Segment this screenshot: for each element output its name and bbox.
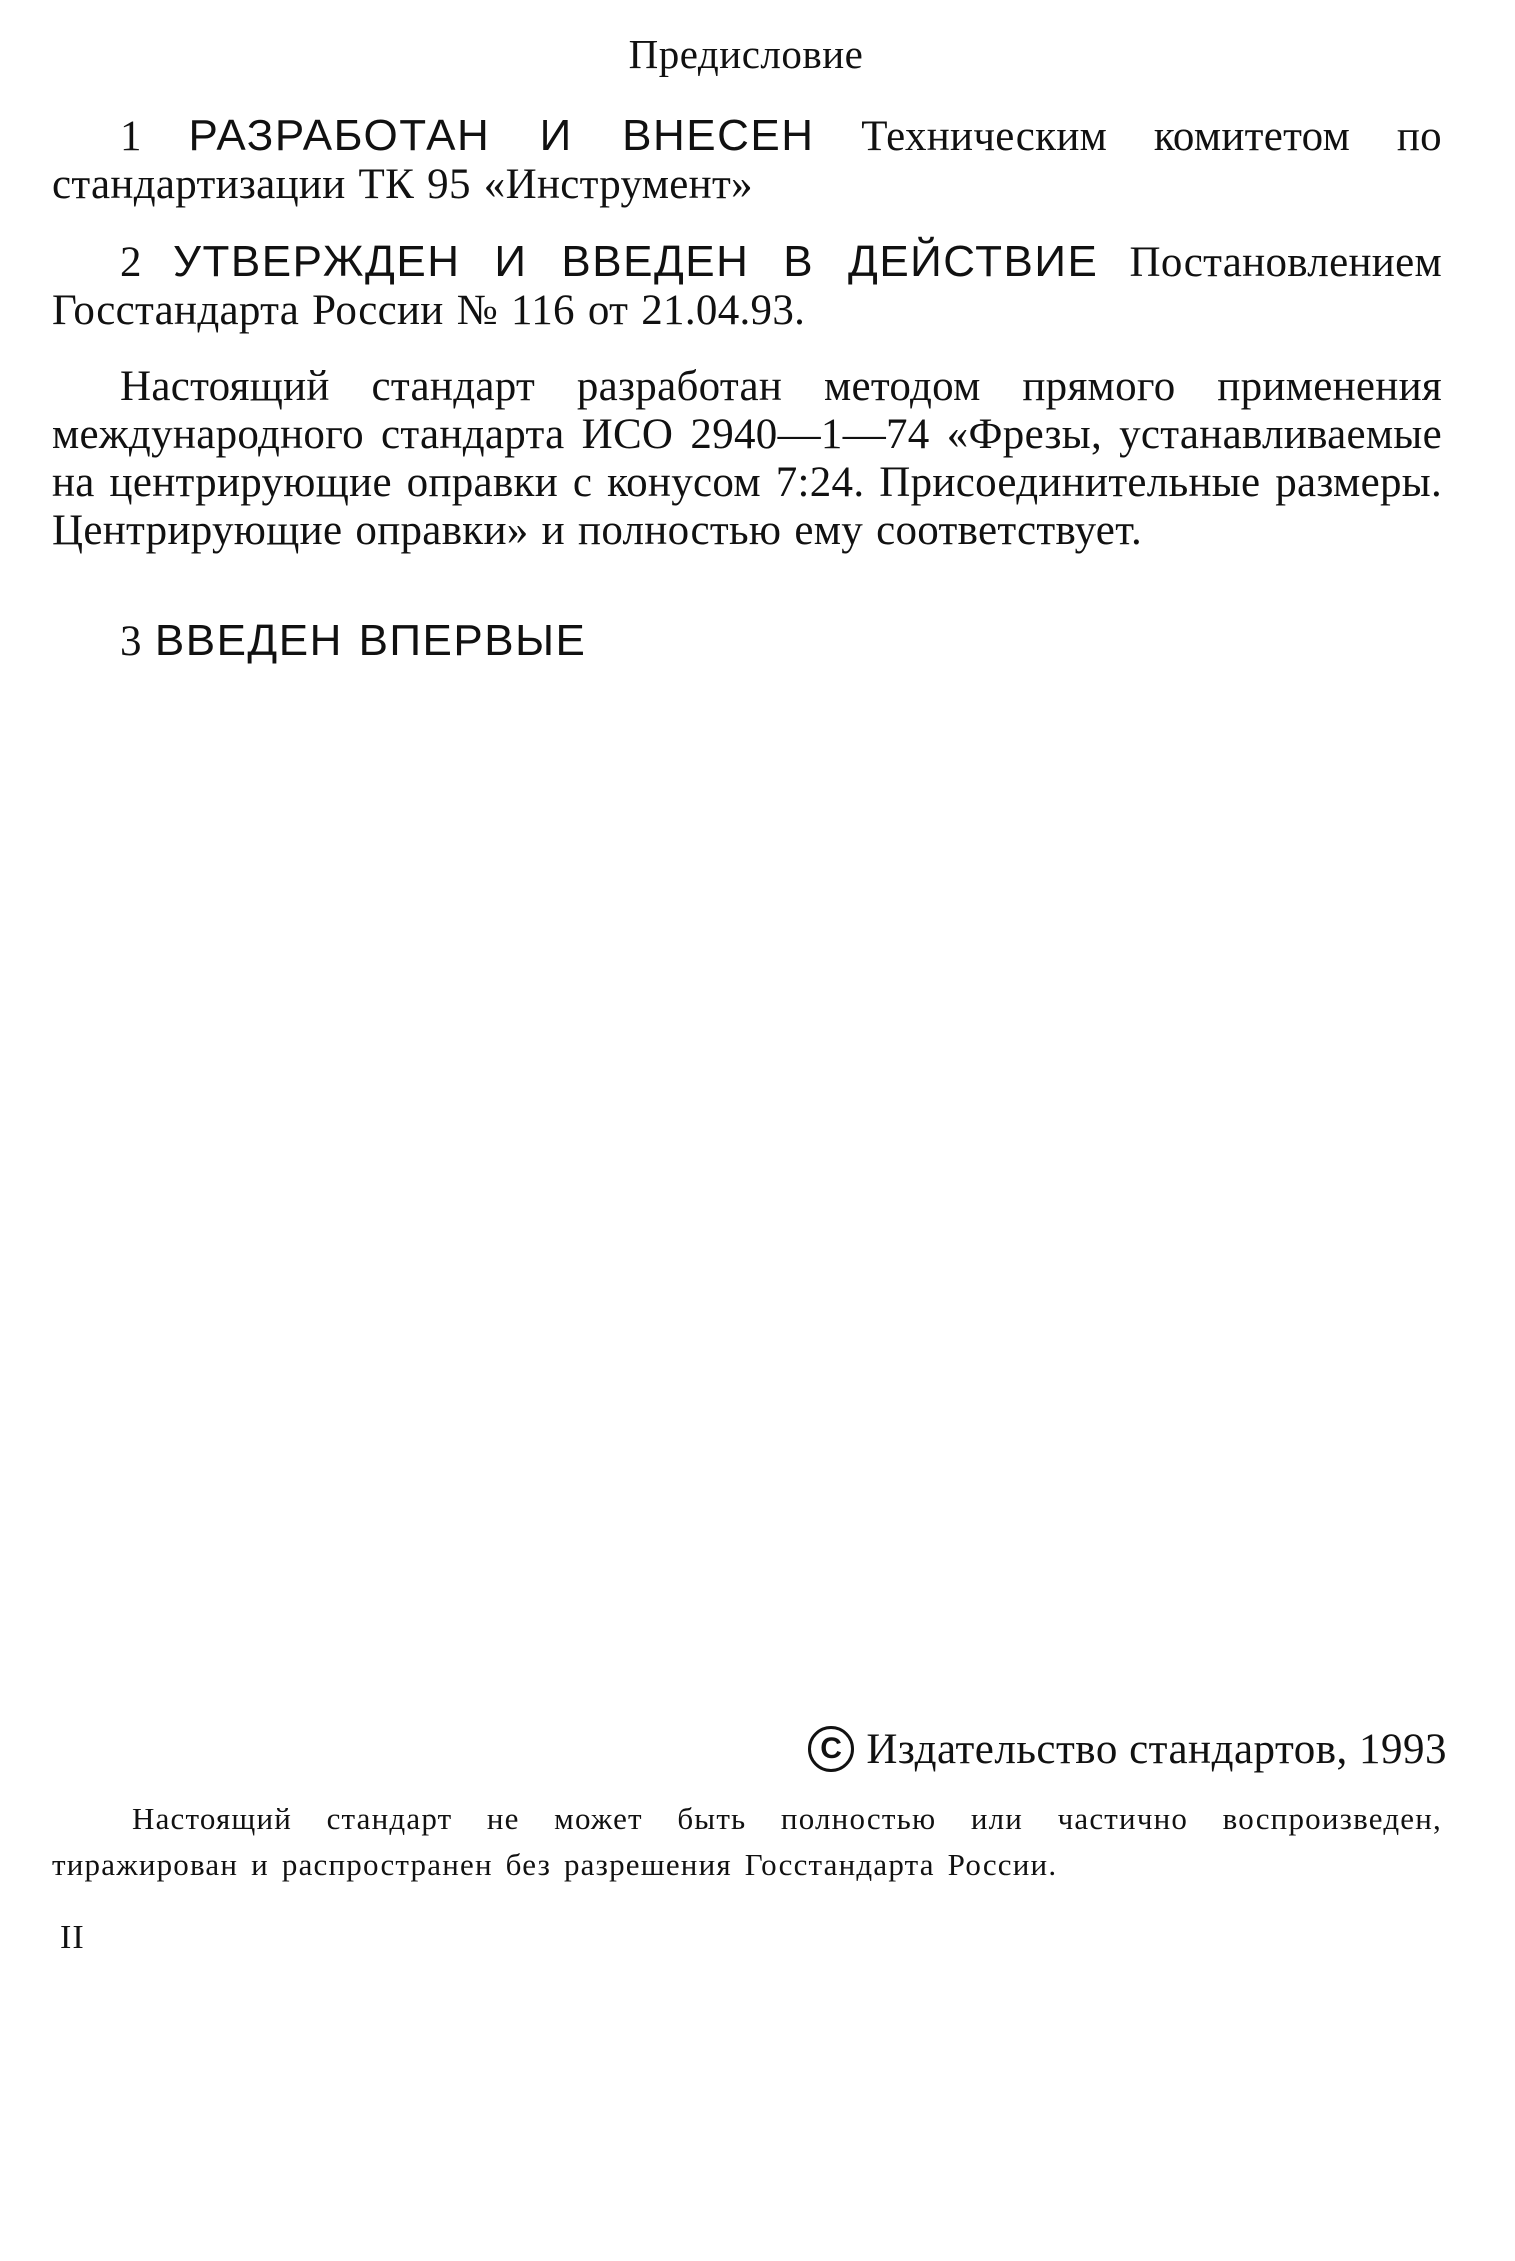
paragraph-number: 3 (120, 618, 142, 665)
paragraph-caps-heading: УТВЕРЖДЕН И ВВЕДЕН В ДЕЙСТВИЕ (173, 237, 1099, 286)
paragraph-text: Настоящий стандарт разработан методом прямого применения международного стандарта ИСО 2940—1—74 «Фрезы, устанавливаемые на центрирующие оправки с конусом 7:24. Присоединительные размеры. Центрирующие оправки» и полностью ему соответствует. (52, 363, 1442, 554)
copyright-icon: C (808, 1726, 854, 1772)
page-title: Предисловие (628, 31, 864, 77)
paragraph-number: 1 (120, 113, 142, 160)
paragraph-text: Техническим комитетом по стандартизации ТК 95 «Инструмент» (52, 113, 1442, 208)
reproduction-notice (52, 1796, 1442, 1888)
copyright-text: Издательство стандартов, 1993 (866, 1726, 1447, 1773)
paragraph-number: 2 (120, 239, 142, 286)
page-number: II (60, 1919, 85, 1956)
paragraph-iso-reference (52, 363, 1442, 555)
paragraph-caps-heading: ВВЕДЕН ВПЕРВЫЕ (154, 616, 587, 665)
paragraph-first-introduced (52, 617, 1442, 666)
paragraph-developed-by (52, 112, 1442, 209)
paragraph-approved (52, 238, 1442, 335)
paragraph-text: Постановлением Госстандарта России № 116 от 21.04.93. (52, 239, 1442, 334)
notice-text: Настоящий стандарт не может быть полностью или частично воспроизведен, тиражирован и распространен без разрешения Госстандарта России. (52, 1801, 1442, 1882)
copyright-line (808, 1725, 1447, 1776)
paragraph-caps-heading: РАЗРАБОТАН И ВНЕСЕН (188, 111, 815, 160)
